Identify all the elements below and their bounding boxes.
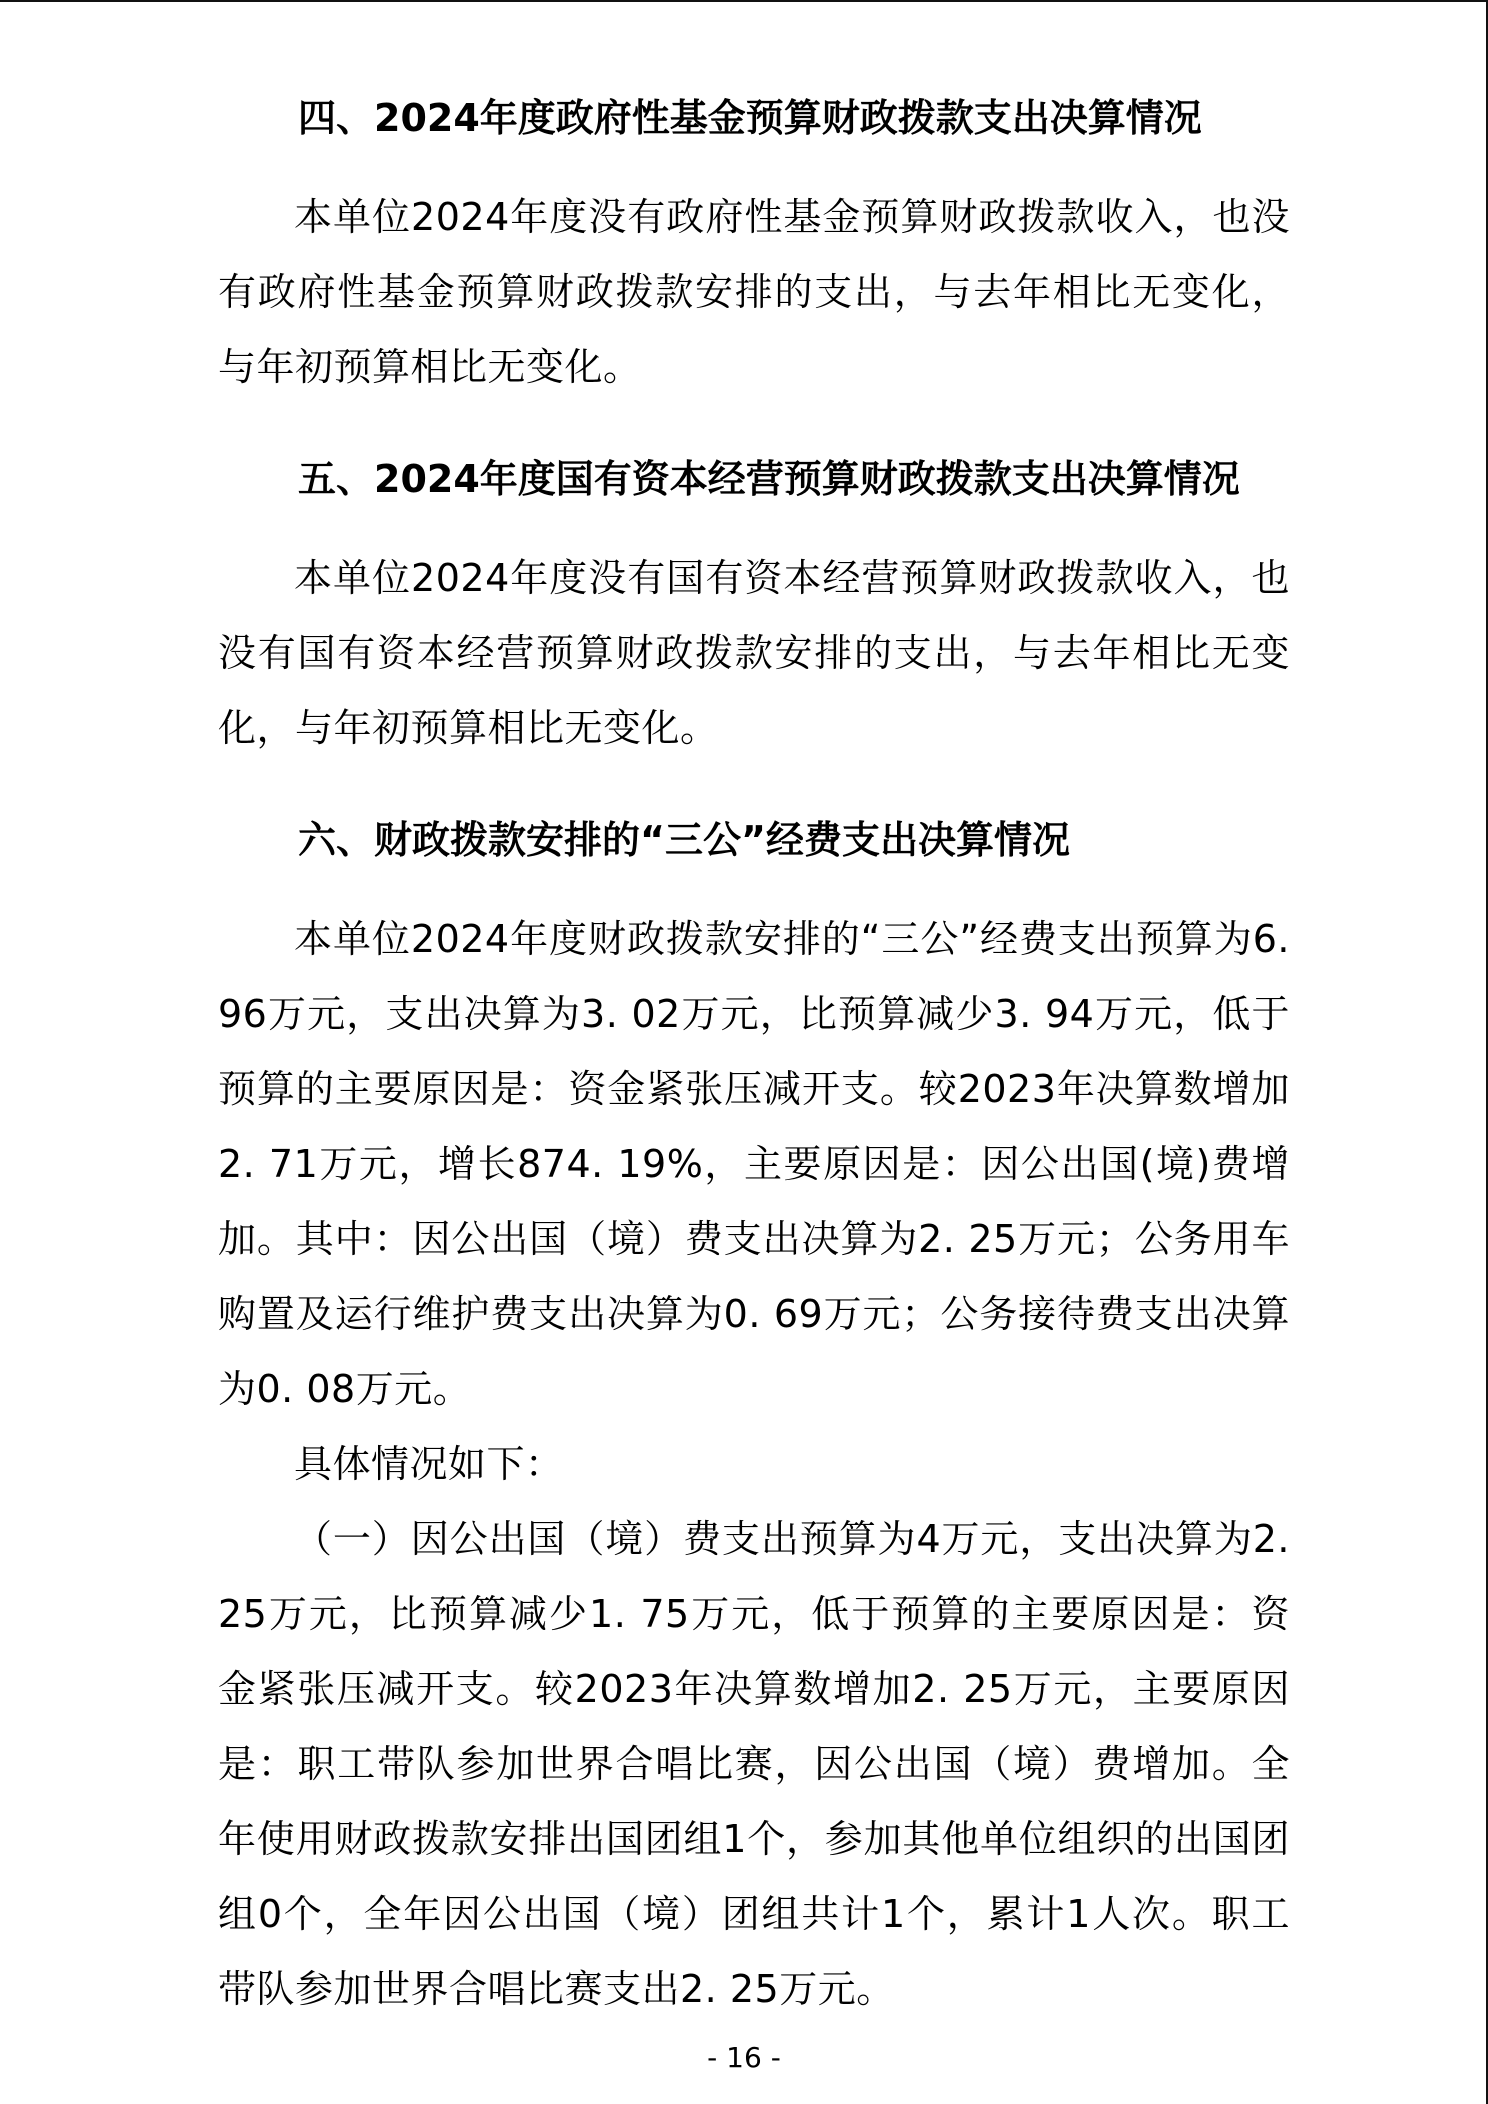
section-paragraph: （一）因公出国（境）费支出预算为4万元，支出决算为2. 25万元，比预算减少1. 75万元，低于预算的主要原因是：资金紧张压减开支。较2023年决算数增加2. 25万元，主要原因是：职工带队参加世界合唱比赛，因公出国（境）费增加。全年使用财政拨款安排出国团组1个，参加其他单位组织的出国团组0个，全年因公出国（境）团组共计1个，累计1人次。职工带队参加世界合唱比赛支出2. 25万元。 [218, 1517, 1290, 2011]
section-paragraph: 具体情况如下： [294, 1442, 564, 1486]
page-number: - 16 - [707, 2041, 781, 2074]
document-page [218, 80, 1290, 2027]
section-state-capital [218, 441, 1290, 766]
section-heading: 六、财政拨款安排的“三公”经费支出决算情况 [298, 818, 1070, 862]
section-paragraph: 本单位2024年度没有政府性基金预算财政拨款收入，也没有政府性基金预算财政拨款安排的支出，与去年相比无变化，与年初预算相比无变化。 [218, 195, 1290, 389]
section-paragraph: 本单位2024年度财政拨款安排的“三公”经费支出预算为6. 96万元，支出决算为3. 02万元，比预算减少3. 94万元，低于预算的主要原因是：资金紧张压减开支。较2023年决算数增加2. 71万元，增长874. 19%，主要原因是：因公出国(境)费增加。其中：因公出国（境）费支出决算为2. 25万元；公务用车购置及运行维护费支出决算为0. 69万元；公务接待费支出决算为0. 08万元。 [218, 917, 1290, 1411]
section-heading: 四、2024年度政府性基金预算财政拨款支出决算情况 [298, 96, 1202, 140]
section-three-public-expenses [218, 802, 1290, 2027]
section-government-fund [218, 80, 1290, 405]
page-border-top [0, 0, 1488, 2]
section-paragraph: 本单位2024年度没有国有资本经营预算财政拨款收入，也没有国有资本经营预算财政拨款安排的支出，与去年相比无变化，与年初预算相比无变化。 [218, 556, 1290, 750]
section-heading: 五、2024年度国有资本经营预算财政拨款支出决算情况 [298, 457, 1240, 501]
